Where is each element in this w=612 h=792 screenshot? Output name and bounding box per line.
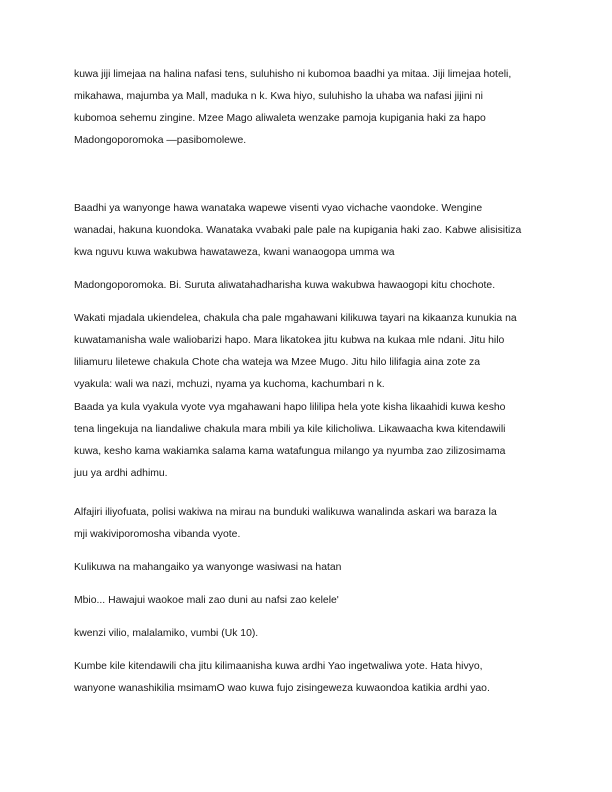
text-line: kwenzi vilio, malalamiko, vumbi (Uk 10). — [74, 628, 259, 639]
text-line: Madongoporomoka —pasibomolewe. — [74, 135, 247, 146]
text-line: Mbio... Hawajui waokoe mali zao duni au nafsi zao kelele' — [74, 595, 339, 606]
text-line: kwa nguvu kuwa wakubwa hawataweza, kwani wanaogopa umma wa — [74, 247, 395, 258]
text-line: kuwa, kesho kama wakiamka salama kama watafungua milango ya nyumba zao zilizosimama — [74, 446, 506, 457]
text-line: tena lingekuja na liandaliwe chakula mara mbili ya kile kilicholiwa. Likawaacha kwa kitendawili — [74, 424, 506, 435]
paragraph-7 — [74, 557, 554, 579]
text-line: kuwatamanisha wale waliobarizi hapo. Mara likatokea jitu kubwa na kukaa mle ndani. Jitu hilo — [74, 335, 505, 346]
text-line: Kumbe kile kitendawili cha jitu kilimaanisha kuwa ardhi Yao ingetwaliwa yote. Hata hivyo, — [74, 661, 483, 672]
text-line: Wakati mjadala ukiendelea, chakula cha pale mgahawani kilikuwa tayari na kikaanza kunukia na — [74, 313, 517, 324]
paragraph-8 — [74, 590, 554, 612]
text-line: juu ya ardhi adhimu. — [74, 468, 168, 479]
text-line: wanadai, hakuna kuondoka. Wanataka vvabaki pale pale na kupigania haki zao. Kabwe alisisitiza — [74, 225, 522, 236]
paragraph-5 — [74, 397, 554, 485]
text-line: Baadhi ya wanyonge hawa wanataka wapewe visenti vyao vichache vaondoke. Wengine — [74, 203, 483, 214]
paragraph-1 — [74, 64, 554, 152]
text-line: kuwa jiji limejaa na halina nafasi tens, suluhisho ni kubomoa baadhi ya mitaa. Jiji limejaa hoteli, — [74, 69, 512, 80]
text-line: kubomoa sehemu zingine. Mzee Mago aliwaleta wenzake pamoja kupigania haki za hapo — [74, 113, 486, 124]
paragraph-3 — [74, 275, 554, 297]
paragraph-2 — [74, 198, 554, 264]
paragraph-4 — [74, 308, 554, 396]
text-line: Kulikuwa na mahangaiko ya wanyonge wasiwasi na hatan — [74, 562, 342, 573]
text-line: mji wakiviporomosha vibanda vyote. — [74, 529, 241, 540]
text-line: mikahawa, majumba ya Mall, maduka n k. Kwa hiyo, suluhisho la uhaba wa nafasi jijini ni — [74, 91, 483, 102]
paragraph-10 — [74, 656, 554, 700]
text-line: Alfajiri iliyofuata, polisi wakiwa na mirau na bunduki walikuwa wanalinda askari wa baraza la — [74, 507, 497, 518]
paragraph-6 — [74, 502, 554, 546]
paragraph-9 — [74, 623, 554, 645]
text-line: liliamuru liletewe chakula Chote cha wateja wa Mzee Mugo. Jitu hilo lilifagia aina zote za — [74, 357, 481, 368]
text-line: wanyone wanashikilia msimamO wao kuwa fujo zisingeweza kuwaondoa katikia ardhi yao. — [74, 683, 490, 694]
text-line: Baada ya kula vyakula vyote vya mgahawani hapo lililipa hela yote kisha likaahidi kuwa kesho — [74, 402, 506, 413]
text-line: vyakula: wali wa nazi, mchuzi, nyama ya kuchoma, kachumbari n k. — [74, 379, 385, 390]
text-line: Madongoporomoka. Bi. Suruta aliwatahadharisha kuwa wakubwa hawaogopi kitu chochote. — [74, 280, 496, 291]
